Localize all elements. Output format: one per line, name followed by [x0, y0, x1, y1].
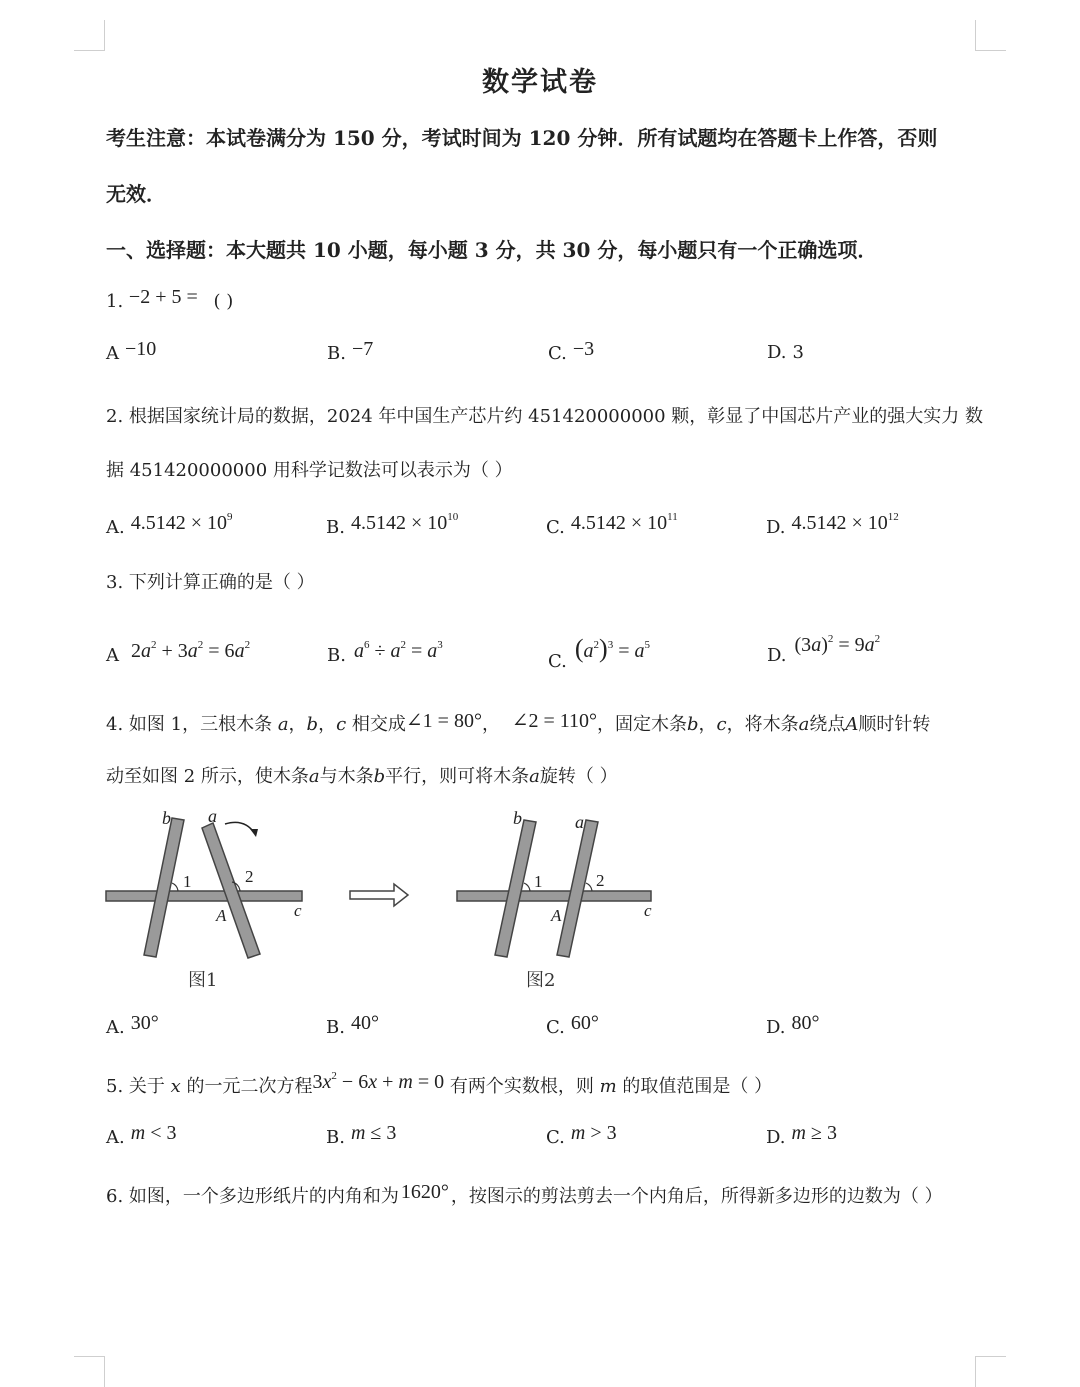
q4-figures: [100, 800, 680, 1000]
q3-stem: 3. 下列计算正确的是（ ）: [106, 572, 315, 593]
label-angle-1: 1: [183, 872, 192, 891]
q3-option-b[interactable]: B. $a^6 \div a^2 = a^3$: [327, 639, 443, 666]
rotation-arrowhead: [250, 829, 258, 837]
q1-option-a[interactable]: A −10: [106, 338, 157, 364]
q6-stem: 6. 如图，一个多边形纸片的内角和为 1620° ，按图示的剪法剪去一个内角后，所得新多边形的边数为（ ）: [106, 1181, 943, 1207]
q5-option-a[interactable]: A. m < 3: [106, 1122, 177, 1148]
q4-option-a[interactable]: A. 30°: [106, 1012, 159, 1038]
q4-stem-line1: 4. 如图 1，三根木条 a，b，c 相交成∠1 = 80°， ∠2 = 110°，固定木条b，c，将木条a绕点A顺时针转: [106, 710, 931, 735]
q4-stem-line2: 动至如图 2 所示，使木条a与木条b平行，则可将木条a旋转（ ）: [106, 766, 618, 787]
q2-option-d[interactable]: D. $4.5142 \times 10^{12}$: [766, 511, 899, 538]
q2-stem-line2: 据 451420000000 用科学记数法可以表示为（ ）: [106, 460, 513, 481]
label-a-2: a: [575, 812, 584, 832]
label-point-A-2: A: [551, 906, 562, 925]
figure-2-caption: 图2: [526, 970, 556, 991]
corner-mark: [74, 20, 105, 51]
q1-option-d[interactable]: D. 3: [767, 342, 804, 363]
q1-option-c[interactable]: C. −3: [548, 338, 595, 364]
q3-option-a[interactable]: A $2a^2 + 3a^2 = 6a^2$: [106, 639, 251, 666]
label-point-A: A: [216, 906, 227, 925]
figure-2: [457, 808, 652, 991]
stick-b: [144, 818, 184, 957]
q2-option-c[interactable]: C. $4.5142 \times 10^{11}$: [546, 511, 678, 538]
corner-mark: [975, 1356, 1006, 1387]
q6-angle-sum: 1620°: [400, 1181, 449, 1203]
figure-1-caption: 图1: [188, 970, 218, 991]
q1-number: 1.: [106, 291, 124, 312]
transition-arrow: [350, 884, 408, 906]
corner-mark: [975, 20, 1006, 51]
section-heading: 一、选择题：本大题共 10 小题，每小题 3 分，共 30 分，每小题只有一个正确选项．: [106, 238, 878, 262]
stick-c: [106, 891, 302, 901]
q4-option-b[interactable]: B. 40°: [326, 1012, 379, 1038]
notice-line2: 无效．: [106, 182, 166, 206]
label-c-2: c: [644, 901, 652, 920]
q5-equation: $3x^2 - 6x + m = 0$: [312, 1070, 445, 1093]
q1-paren: ( ): [213, 291, 234, 312]
figure-1: [106, 806, 302, 991]
q4-angle2: ∠2 = 110°: [511, 710, 597, 732]
q5-option-d[interactable]: D. m ≥ 3: [766, 1122, 837, 1148]
q3-option-c[interactable]: C. $(a^2)^3 = a^5$: [548, 634, 650, 672]
stick-c-2: [457, 891, 651, 901]
q2-option-b[interactable]: B. $4.5142 \times 10^{10}$: [326, 511, 459, 538]
label-angle-1-2: 1: [534, 872, 543, 891]
angle-1-arc-2: [524, 883, 530, 891]
label-angle-2: 2: [245, 867, 254, 886]
q4-angle1: ∠1 = 80°: [405, 710, 482, 732]
corner-mark: [74, 1356, 105, 1387]
q3-option-d[interactable]: D. $(3a)^2 = 9a^2$: [767, 633, 881, 666]
q5-option-c[interactable]: C. m > 3: [546, 1122, 617, 1148]
label-b: b: [162, 808, 171, 828]
label-a: a: [208, 806, 217, 826]
q5-stem: 5. 关于 x 的一元二次方程$3x^2 - 6x + m = 0$ 有两个实数根，则 m 的取值范围是（ ）: [106, 1070, 773, 1097]
q1-expression: −2 + 5 =: [128, 286, 198, 308]
angle-2-arc-2: [586, 883, 592, 891]
label-angle-2-2: 2: [596, 871, 605, 890]
q2-stem-line1: 2. 根据国家统计局的数据，2024 年中国生产芯片约 451420000000 颗，彰显了中国芯片产业的强大实力 数: [106, 406, 984, 427]
angle-1-arc: [172, 883, 178, 891]
q4-option-d[interactable]: D. 80°: [766, 1012, 820, 1038]
q5-option-b[interactable]: B. m ≤ 3: [326, 1122, 397, 1148]
q1-option-b[interactable]: B. −7: [327, 338, 374, 364]
q2-option-a[interactable]: A. $4.5142 \times 10^9$: [106, 511, 233, 538]
notice-line1: 考生注意：本试卷满分为 150 分，考试时间为 120 分钟．所有试题均在答题卡上作答，否则: [106, 126, 938, 150]
q4-option-c[interactable]: C. 60°: [546, 1012, 599, 1038]
question-1: [106, 286, 234, 313]
rotation-arrow: [225, 822, 255, 834]
label-b-2: b: [513, 808, 522, 828]
page-title: 数学试卷: [482, 67, 598, 98]
label-c: c: [294, 901, 302, 920]
